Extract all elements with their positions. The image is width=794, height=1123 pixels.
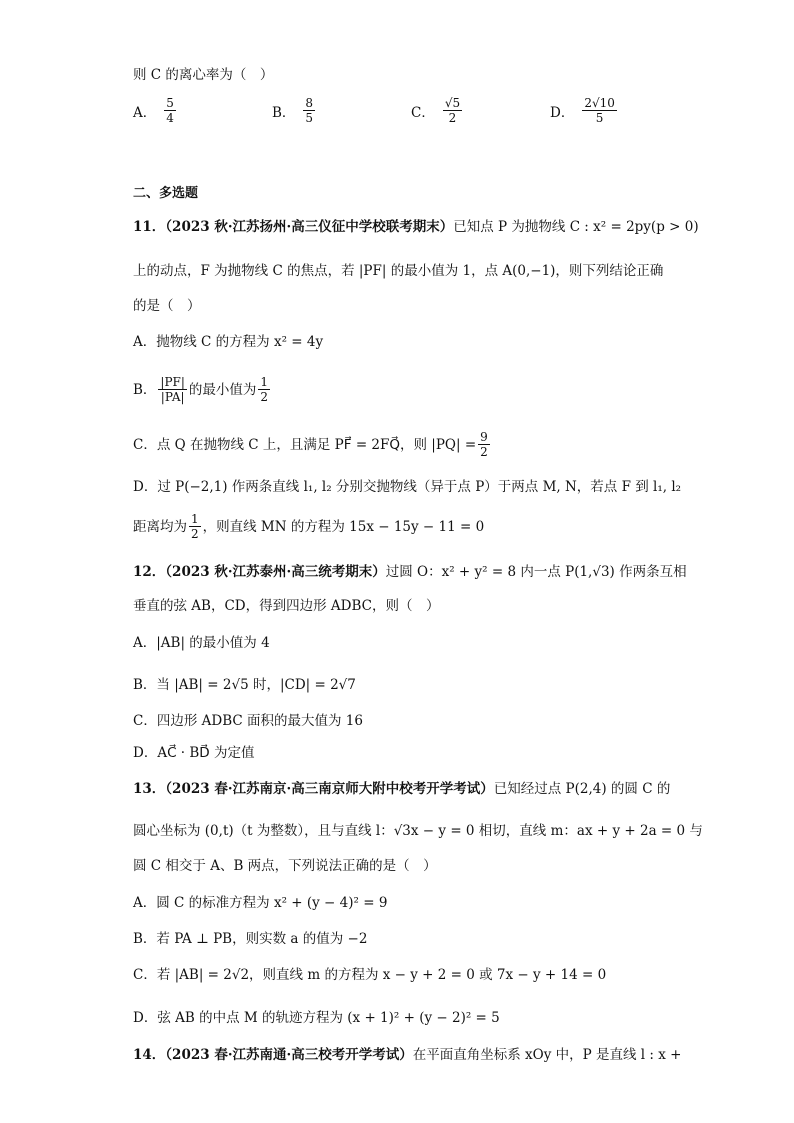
section-title: 二、多选题	[133, 186, 199, 201]
q13-stem-line3: 圆 C 相交于 A、B 两点，下列说法正确的是（ ）	[133, 858, 437, 874]
q11-option-d-line2: 距离均为 $\frac{1}{2}$ ，则直线 MN 的方程为 15x − 15y − 11 = 0	[133, 512, 485, 541]
q11-option-b: B． $\frac{|PF|}{|PA|}$ 的最小值为 $\frac{1}{2}$	[133, 375, 269, 404]
q10-option-d	[550, 96, 619, 125]
fraction: $\frac{√5}{2}$	[444, 96, 461, 125]
fraction: $\frac{1}{2}$	[191, 512, 199, 541]
q10-option-a	[133, 96, 178, 125]
q11-option-c: C．点 Q 在抛物线 C 上，且满足 PF⃗ = 2FQ⃗，则 |PQ| = $\frac{9}{2}$	[133, 430, 488, 459]
q10-tail: 则 C 的离心率为（ ）	[133, 67, 274, 83]
q12-stem-line1: 12．（2023 秋·江苏泰州·高三统考期末）过圆 O：x² + y² = 8 内一点 P(1,√3) 作两条互相	[133, 564, 687, 580]
fraction: $\frac{2√10}{5}$	[584, 96, 615, 125]
q13-stem-line2: 圆心坐标为 (0,t)（t 为整数），且与直线 l：√3x − y = 0 相切，直线 m：ax + y + 2a = 0 与	[133, 823, 703, 839]
fraction: $\frac{1}{2}$	[260, 375, 269, 404]
q12-stem-line2: 垂直的弦 AB，CD，得到四边形 ADBC，则（ ）	[133, 598, 440, 614]
q12-option-b: B．当 |AB| = 2√5 时，|CD| = 2√7	[133, 677, 356, 693]
option-label: C．	[411, 104, 435, 121]
q11-stem-line1: 11．（2023 秋·江苏扬州·高三仪征中学校联考期末）已知点 P 为抛物线 C : x² = 2py(p > 0)	[133, 219, 699, 235]
option-label: D．	[550, 104, 575, 121]
fraction: $\frac{5}{4}$	[166, 96, 174, 125]
q14-stem-line1: 14．（2023 春·江苏南通·高三校考开学考试）在平面直角坐标系 xOy 中，P 是直线 l : x +	[133, 1047, 682, 1063]
q11-stem-line2: 上的动点，F 为抛物线 C 的焦点，若 |PF| 的最小值为 1，点 A(0,−1)，则下列结论正确	[133, 263, 664, 279]
q13-option-b: B．若 PA ⊥ PB，则实数 a 的值为 −2	[133, 931, 368, 947]
fraction: $\frac{|PF|}{|PA|}$	[160, 375, 185, 404]
q10-option-b	[272, 96, 317, 125]
q10-option-c	[411, 96, 464, 125]
q13-stem-line1: 13．（2023 春·江苏南京·高三南京师大附中校考开学考试）已知经过点 P(2,4) 的圆 C 的	[133, 781, 671, 797]
q11-stem-line3: 的是（ ）	[133, 298, 201, 314]
q13-option-c: C．若 |AB| = 2√2，则直线 m 的方程为 x − y + 2 = 0 或 7x − y + 14 = 0	[133, 967, 607, 983]
q12-option-c: C．四边形 ADBC 面积的最大值为 16	[133, 713, 363, 729]
option-label: A．	[133, 104, 157, 121]
q11-option-a: A．抛物线 C 的方程为 x² = 4y	[133, 334, 324, 350]
option-label: B．	[272, 104, 296, 121]
q13-option-a: A．圆 C 的标准方程为 x² + (y − 4)² = 9	[133, 895, 388, 911]
fraction: $\frac{8}{5}$	[305, 96, 314, 125]
q11-option-d-line1: D．过 P(−2,1) 作两条直线 l₁, l₂ 分别交抛物线（异于点 P）于两点 M, N，若点 F 到 l₁, l₂	[133, 479, 682, 495]
q12-option-a: A．|AB| 的最小值为 4	[133, 635, 270, 651]
fraction: $\frac{9}{2}$	[480, 430, 488, 459]
q12-option-d: D．AC⃗ · BD⃗ 为定值	[133, 745, 255, 761]
q13-option-d: D．弦 AB 的中点 M 的轨迹方程为 (x + 1)² + (y − 2)² = 5	[133, 1010, 500, 1026]
